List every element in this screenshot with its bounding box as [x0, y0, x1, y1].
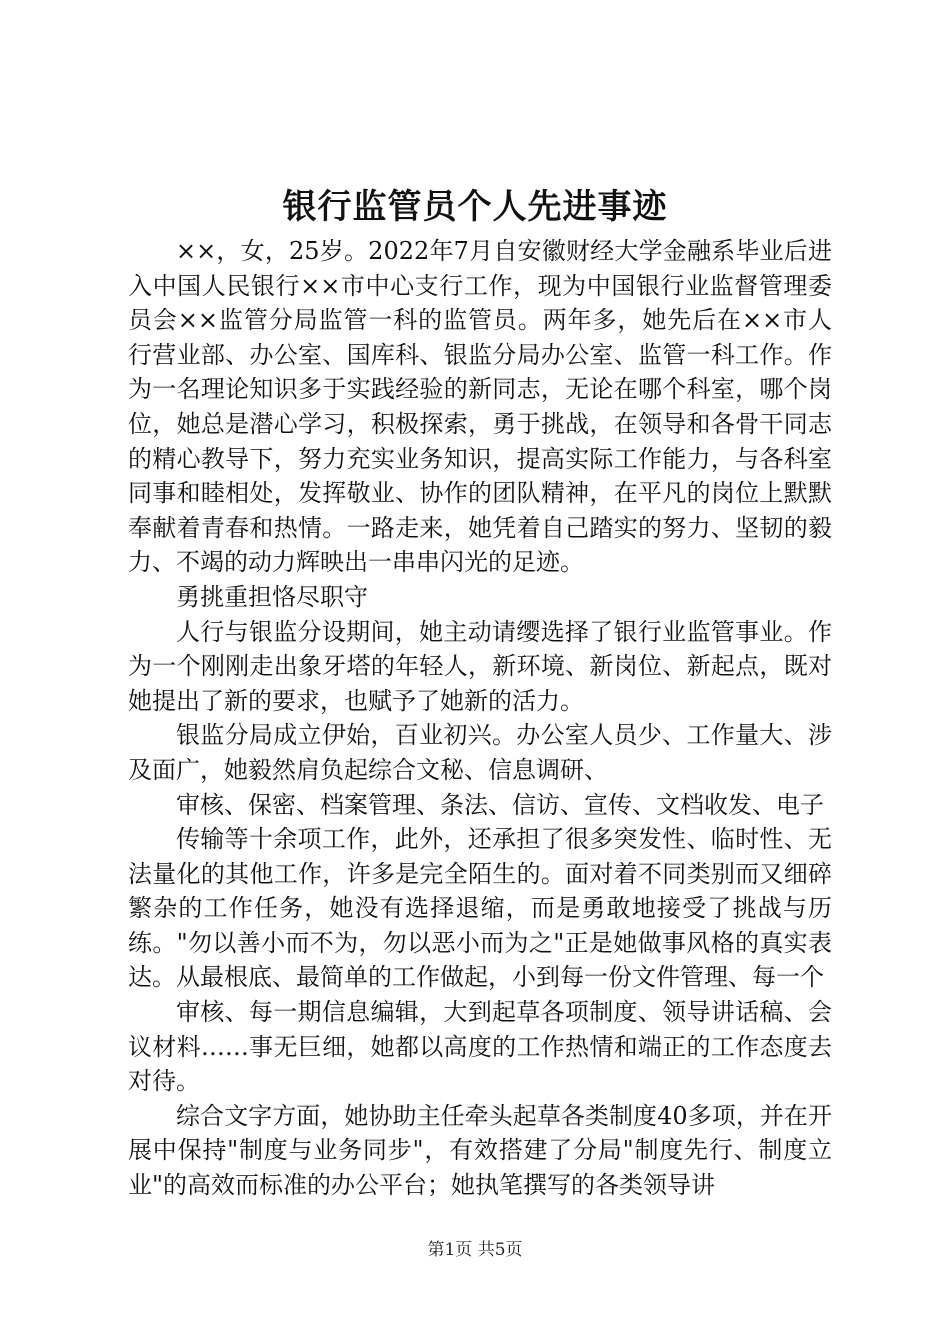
- paragraph-intro: ××，女，25岁。2022年7月自安徽财经大学金融系毕业后进入中国人民银行××市中心支行工作，现为中国银行业监督管理委员会××监管分局监管一科的监管员。两年多，她先后在××市人行营业部、办公室、国库科、银监分局办公室、监管一科工作。作为一名理论知识多于实践经验的新同志，无论在哪个科室，哪个岗位，她总是潜心学习，积极探索，勇于挑战，在领导和各骨干同志的精心教导下，努力充实业务知识，提高实际工作能力，与各科室同事和睦相处，发挥敬业、协作的团队精神，在平凡的岗位上默默奉献着青春和热情。一路走来，她凭着自己踏实的努力、坚韧的毅力、不竭的动力辉映出一串串闪光的足迹。: [128, 237, 832, 577]
- section-heading: 勇挑重担恪尽职守: [176, 582, 368, 611]
- paragraph-2: 人行与银监分设期间，她主动请缨选择了银行业监管事业。作为一个刚刚走出象牙塔的年轻人，新环境、新岗位、新起点，既对她提出了新的要求，也赋予了她新的活力。: [128, 617, 832, 715]
- document-body: [128, 234, 832, 1203]
- paragraph-4: 审核、保密、档案管理、条法、信访、宣传、文档收发、电子: [176, 790, 824, 819]
- paragraph-3: 银监分局成立伊始，百业初兴。办公室人员少、工作量大、涉及面广，她毅然肩负起综合文秘、信息调研、: [128, 721, 832, 784]
- paragraph-7: 综合文字方面，她协助主任牵头起草各类制度40多项，并在开展中保持"制度与业务同步"，有效搭建了分局"制度先行、制度立业"的高效而标准的办公平台；她执笔撰写的各类领导讲: [128, 1101, 832, 1200]
- document-title: 银行监管员个人先进事迹: [282, 187, 668, 227]
- page-number-footer: 第1页 共5页: [427, 1240, 523, 1260]
- paragraph-6: 审核、每一期信息编辑，大到起草各项制度、领导讲话稿、会议材料……事无巨细，她都以高度的工作热情和端正的工作态度去对待。: [128, 998, 832, 1096]
- paragraph-5: 传输等十余项工作，此外，还承担了很多突发性、临时性、无法量化的其他工作，许多是完全陌生的。面对着不同类别而又细碎繁杂的工作任务，她没有选择退缩，而是勇敢地接受了挑战与历练。"勿以善小而不为，勿以恶小而为之"正是她做事风格的真实表达。从最根底、最简单的工作做起，小到每一份文件管理、每一个: [128, 825, 832, 992]
